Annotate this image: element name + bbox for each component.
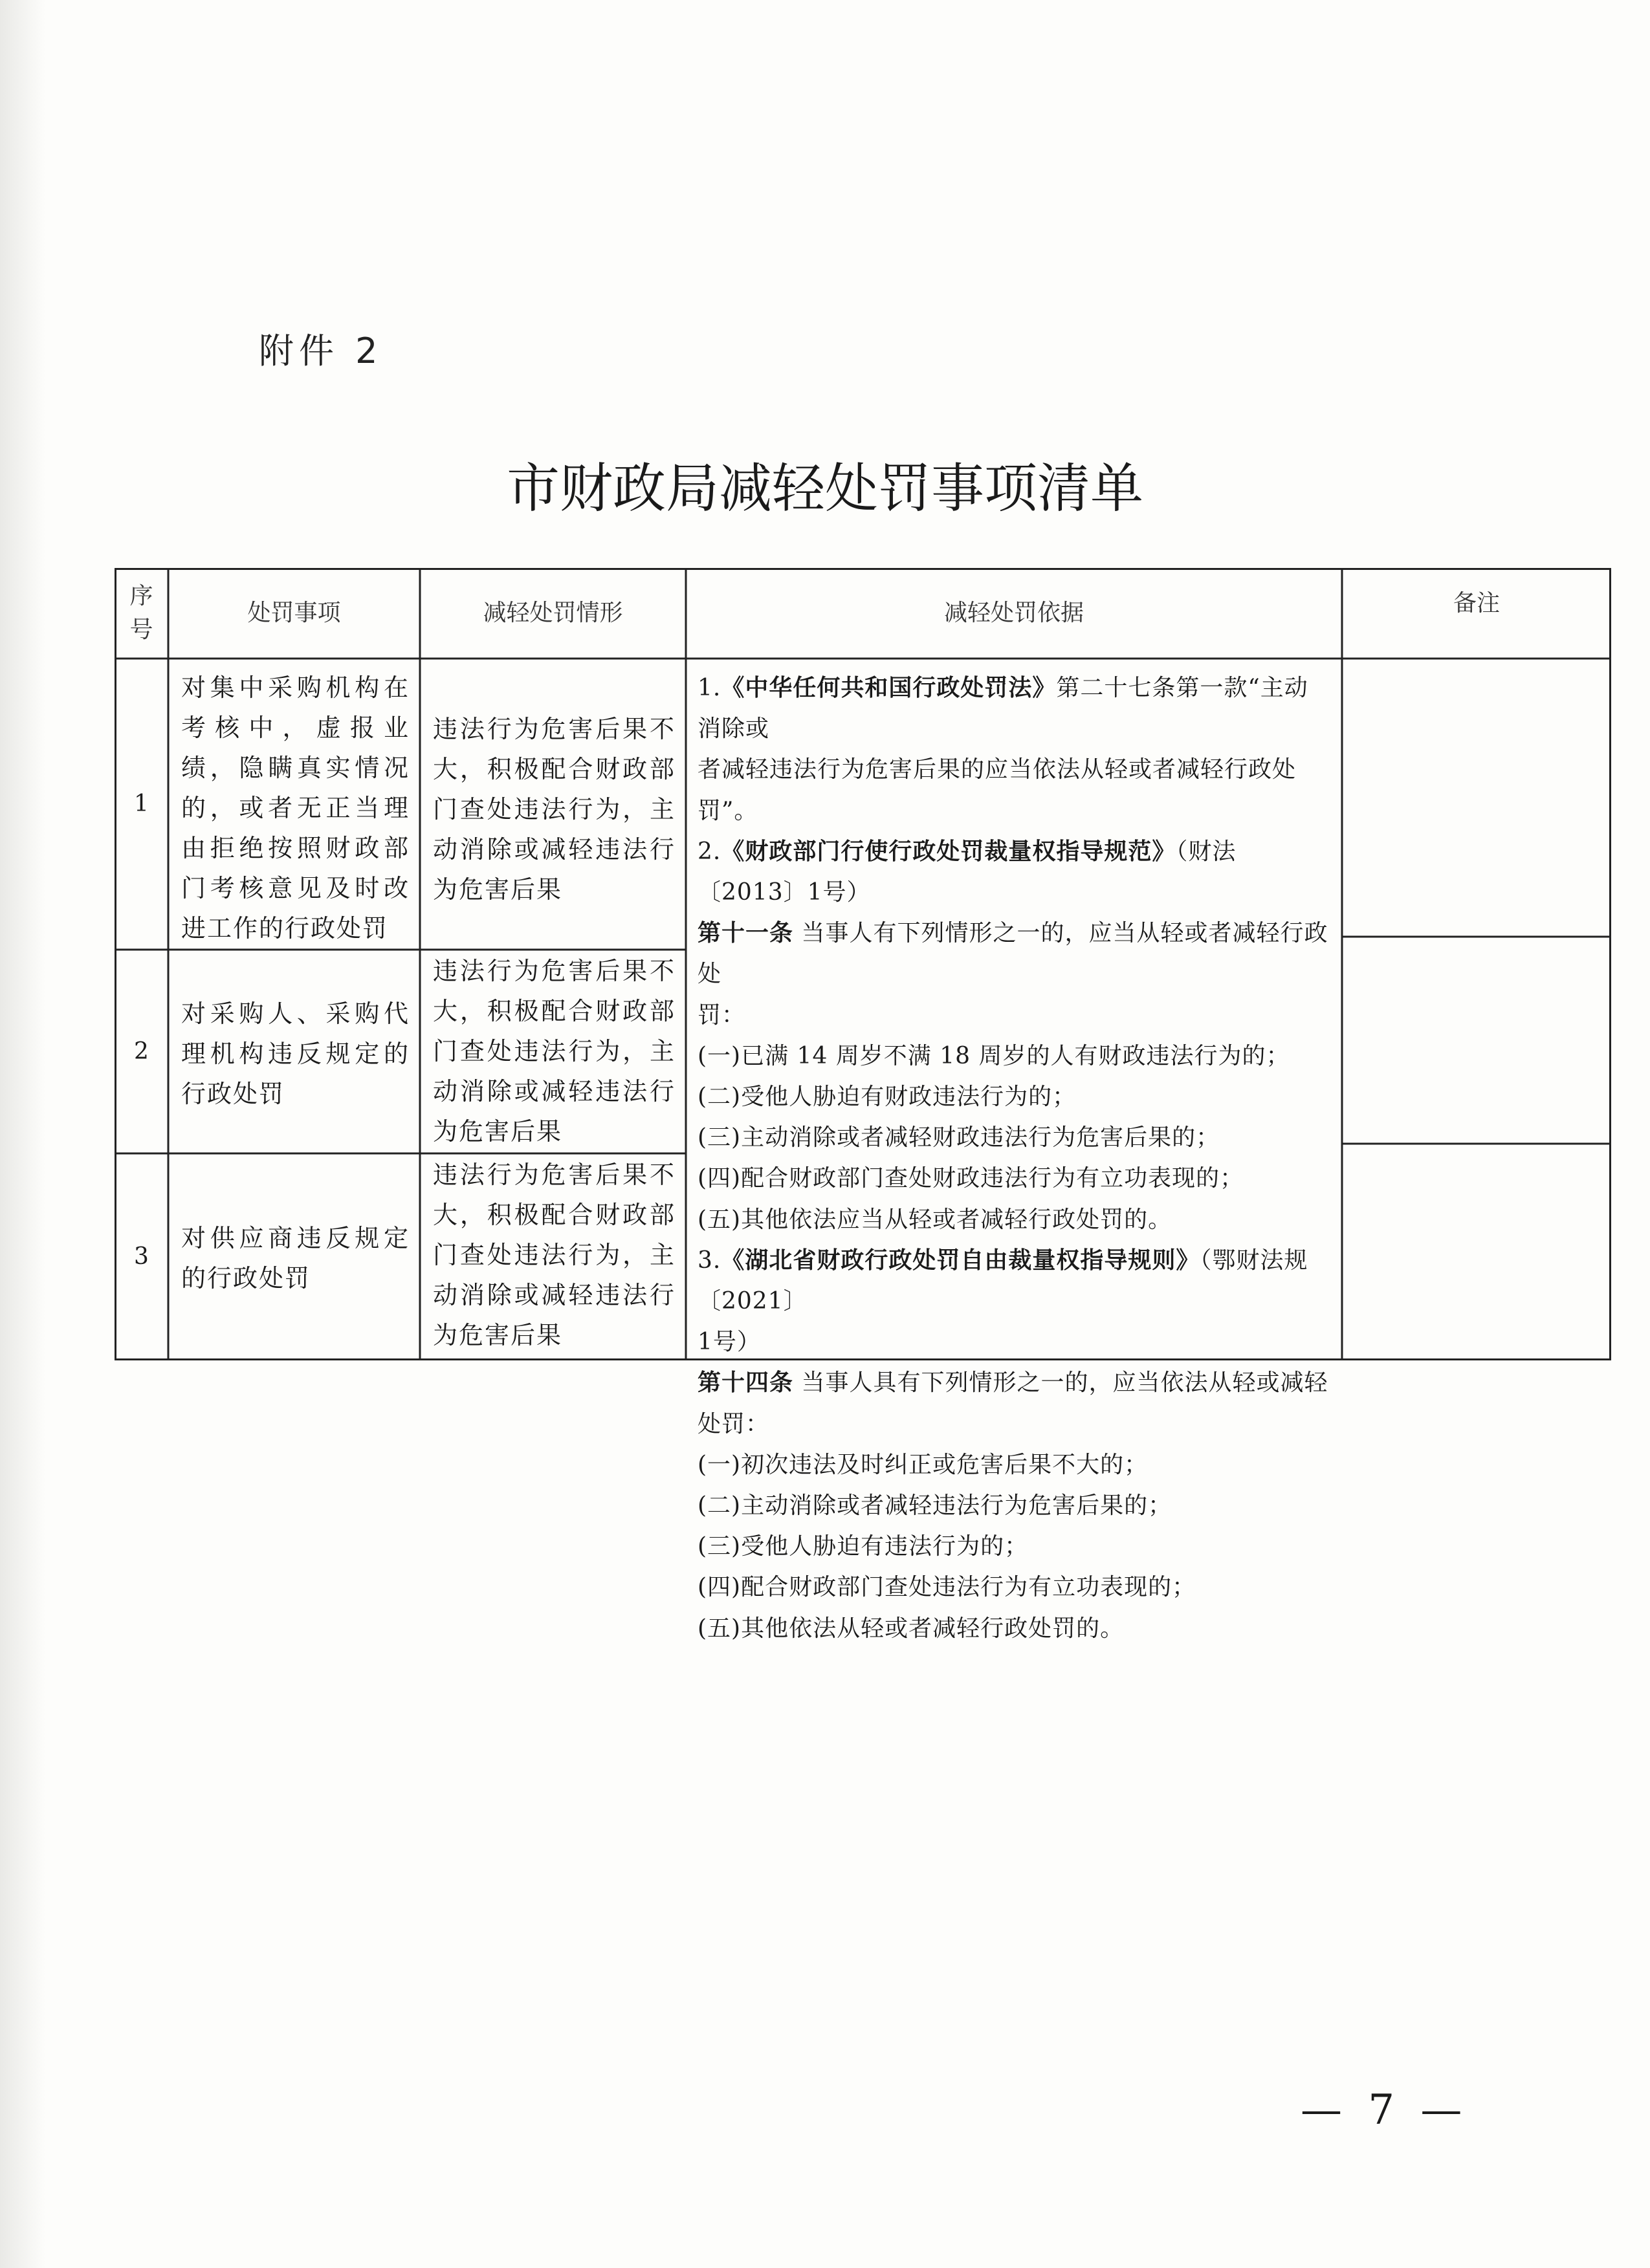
basis-line: 第十一条 当事人有下列情形之一的，应当从轻或者减轻行政处 <box>698 919 1328 988</box>
basis-line: 罚： <box>698 1001 746 1029</box>
basis-line: 者减轻违法行为危害后果的应当依法从轻或者减轻行政处罚”。 <box>698 756 1297 824</box>
basis-line: (三)受他人胁迫有违法行为的； <box>698 1533 1029 1560</box>
basis-cell <box>686 659 1342 1642</box>
penalty-table <box>115 568 1611 1642</box>
row3-remark <box>1342 1144 1611 1360</box>
page-number: — 7 — <box>1301 2086 1469 2134</box>
row1-seq: 1 <box>134 791 149 817</box>
basis-line: (一)初次违法及时纠正或危害后果不大的； <box>698 1451 1149 1478</box>
header-item: 处罚事项 <box>247 600 341 626</box>
header-basis: 减轻处罚依据 <box>943 600 1084 626</box>
row2-item: 对采购人、采购代理机构违反规定的行政处罚 <box>181 999 410 1108</box>
row2-remark <box>1342 937 1611 1144</box>
header-seq-line2: 号 <box>129 616 153 643</box>
scan-edge-shadow <box>0 0 45 2268</box>
basis-line: (二)受他人胁迫有财政违法行为的； <box>698 1084 1077 1111</box>
row3-seq: 3 <box>134 1243 149 1270</box>
row1-remark <box>1342 659 1611 937</box>
basis-line: (五)其他依法从轻或者减轻行政处罚的。 <box>698 1615 1125 1642</box>
header-seq <box>115 568 168 659</box>
basis-line: (五)其他依法应当从轻或者减轻行政处罚的。 <box>698 1206 1172 1233</box>
annex-label: 附件 2 <box>259 331 383 371</box>
basis-line: 3.《湖北省财政行政处罚自由裁量权指导规则》（鄂财法规〔2021〕 <box>698 1246 1308 1315</box>
basis-line: (二)主动消除或者减轻违法行为危害后果的； <box>698 1492 1172 1520</box>
header-situation: 减轻处罚情形 <box>483 600 623 626</box>
basis-line: (四)配合财政部门查处财政违法行为有立功表现的； <box>698 1165 1244 1192</box>
basis-line: 1号） <box>698 1329 761 1356</box>
basis-line: (四)配合财政部门查处违法行为有立功表现的； <box>698 1574 1196 1601</box>
row3-situation: 违法行为危害后果不大，积极配合财政部门查处违法行为，主动消除或减轻违法行为危害后果 <box>433 1161 676 1349</box>
row2-seq: 2 <box>134 1038 149 1065</box>
basis-line: 1.《中华任何共和国行政处罚法》第二十七条第一款“主动消除或 <box>698 674 1308 743</box>
header-remark: 备注 <box>1453 590 1500 616</box>
basis-line: 第十四条 当事人具有下列情形之一的，应当依法从轻或减轻处罚： <box>698 1369 1328 1437</box>
row1-situation: 违法行为危害后果不大，积极配合财政部门查处违法行为，主动消除或减轻违法行为危害后果 <box>433 715 676 904</box>
row2-situation: 违法行为危害后果不大，积极配合财政部门查处违法行为，主动消除或减轻违法行为危害后果 <box>433 957 676 1146</box>
basis-line: (一)已满 14 周岁不满 18 周岁的人有财政违法行为的； <box>698 1042 1290 1069</box>
basis-line: (三)主动消除或者减轻财政违法行为危害后果的； <box>698 1124 1220 1151</box>
basis-line: 2.《财政部门行使行政处罚裁量权指导规范》（财法〔2013〕1号） <box>698 837 1237 906</box>
document-title: 市财政局减轻处罚事项清单 <box>506 458 1143 519</box>
row1-item: 对集中采购机构在考核中，虚报业绩，隐瞒真实情况的，或者无正当理由拒绝按照财政部门考核意见及时改进工作的行政处罚 <box>181 673 410 943</box>
row3-item: 对供应商违反规定的行政处罚 <box>181 1224 410 1292</box>
header-seq-line1: 序 <box>129 583 153 609</box>
